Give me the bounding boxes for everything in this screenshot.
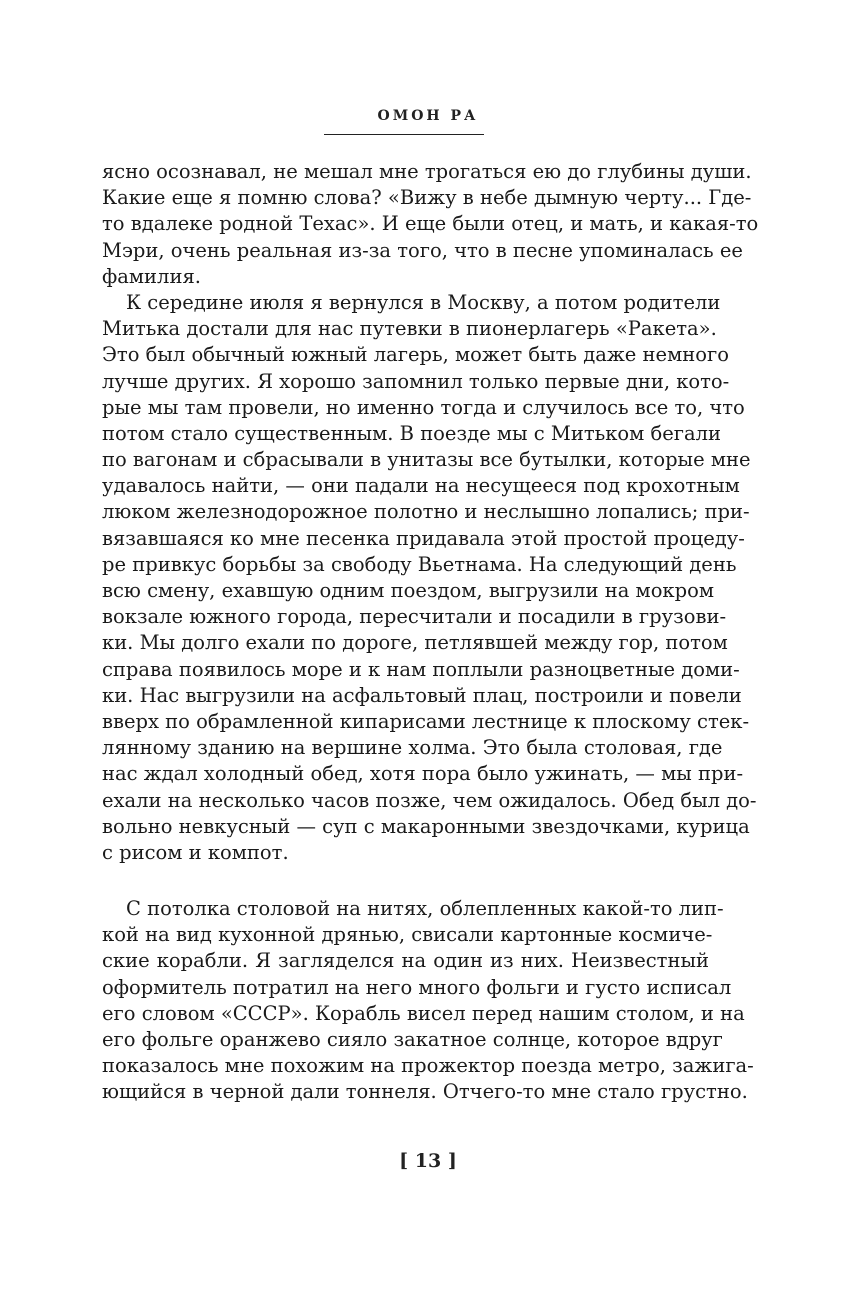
text-line: потом стало существенным. В поезде мы с Митьком бегали: [102, 421, 722, 445]
text-line: рые мы там провели, но именно тогда и случилось все то, что: [102, 395, 745, 419]
text-line: то вдалеке родной Техас». И еще были отец, и мать, и какая-то: [102, 212, 759, 236]
text-line: Мэри, очень реальная из-за того, что в песне упоминалась ее: [102, 238, 743, 262]
text-line: ские корабли. Я загляделся на один из них. Неизвестный: [102, 949, 709, 973]
paragraph-3: [102, 896, 754, 1106]
text-line: вольно невкусный — суп с макаронными звездочками, курица: [102, 814, 750, 838]
text-line: справа появилось море и к нам поплыли разноцветные доми-: [102, 657, 740, 681]
text-line: ющийся в черной дали тоннеля. Отчего-то мне стало грустно.: [102, 1080, 748, 1104]
text-line: люком железнодорожное полотно и неслышно лопались; при-: [102, 500, 750, 524]
text-line: показалось мне похожим на прожектор поезда метро, зажига-: [102, 1054, 754, 1078]
text-line: ре привкус борьбы за свободу Вьетнама. На следующий день: [102, 552, 737, 576]
text-line: кой на вид кухонной дрянью, свисали картонные космиче-: [102, 923, 713, 947]
paragraph-1: [102, 159, 759, 290]
page-number: [ 13 ]: [399, 1150, 457, 1172]
text-line: всю смену, ехавшую одним поездом, выгрузили на мокром: [102, 579, 715, 602]
text-line: лучше других. Я хорошо запомнил только первые дни, кото-: [102, 369, 730, 393]
text-line: Это был обычный южный лагерь, может быть даже немного: [102, 343, 729, 367]
text-line: Митька достали для нас путевки в пионерлагерь «Ракета».: [102, 317, 717, 341]
section-break: [102, 866, 709, 896]
text-line: вокзале южного города, пересчитали и посадили в грузови-: [102, 605, 727, 629]
text-line: удавалось найти, — они падали на несущееся под крохотным: [102, 474, 740, 498]
text-line: Какие еще я помню слова? «Вижу в небе дымную черту... Где-: [102, 186, 752, 210]
text-line: фамилия.: [102, 264, 201, 288]
text-line: оформитель потратил на него много фольги и густо исписал: [102, 975, 732, 999]
text-line: ехали на несколько часов позже, чем ожидалось. Обед был до-: [102, 788, 757, 812]
paragraph-2: [102, 290, 757, 866]
text-line: ки. Мы долго ехали по дороге, петлявшей между гор, потом: [102, 631, 728, 655]
running-title: ОМОН РА: [377, 108, 479, 124]
text-line: нас ждал холодный обед, хотя пора было ужинать, — мы при-: [102, 762, 744, 786]
text-line: с рисом и компот.: [102, 840, 289, 864]
text-line: по вагонам и сбрасывали в унитазы все бутылки, которые мне: [102, 448, 751, 472]
text-line: ясно осознавал, не мешал мне трогаться ею до глубины души.: [102, 160, 752, 183]
text-line: лянному зданию на вершине холма. Это была столовая, где: [102, 736, 723, 760]
text-line: К середине июля я вернулся в Москву, а потом родители: [126, 290, 721, 314]
header-rule: [324, 134, 484, 135]
page-body: [102, 159, 759, 1106]
text-line: вверх по обрамленной кипарисами лестнице к плоскому стек-: [102, 709, 750, 733]
text-line: его фольге оранжево сияло закатное солнце, которое вдруг: [102, 1028, 723, 1051]
text-line: С потолка столовой на нитях, облепленных какой-то лип-: [126, 897, 724, 921]
text-line: вязавшаяся ко мне песенка придавала этой простой процеду-: [102, 526, 745, 550]
text-line: ки. Нас выгрузили на асфальтовый плац, построили и повели: [102, 683, 742, 707]
text-line: его словом «СССР». Корабль висел перед нашим столом, и на: [102, 1001, 745, 1025]
